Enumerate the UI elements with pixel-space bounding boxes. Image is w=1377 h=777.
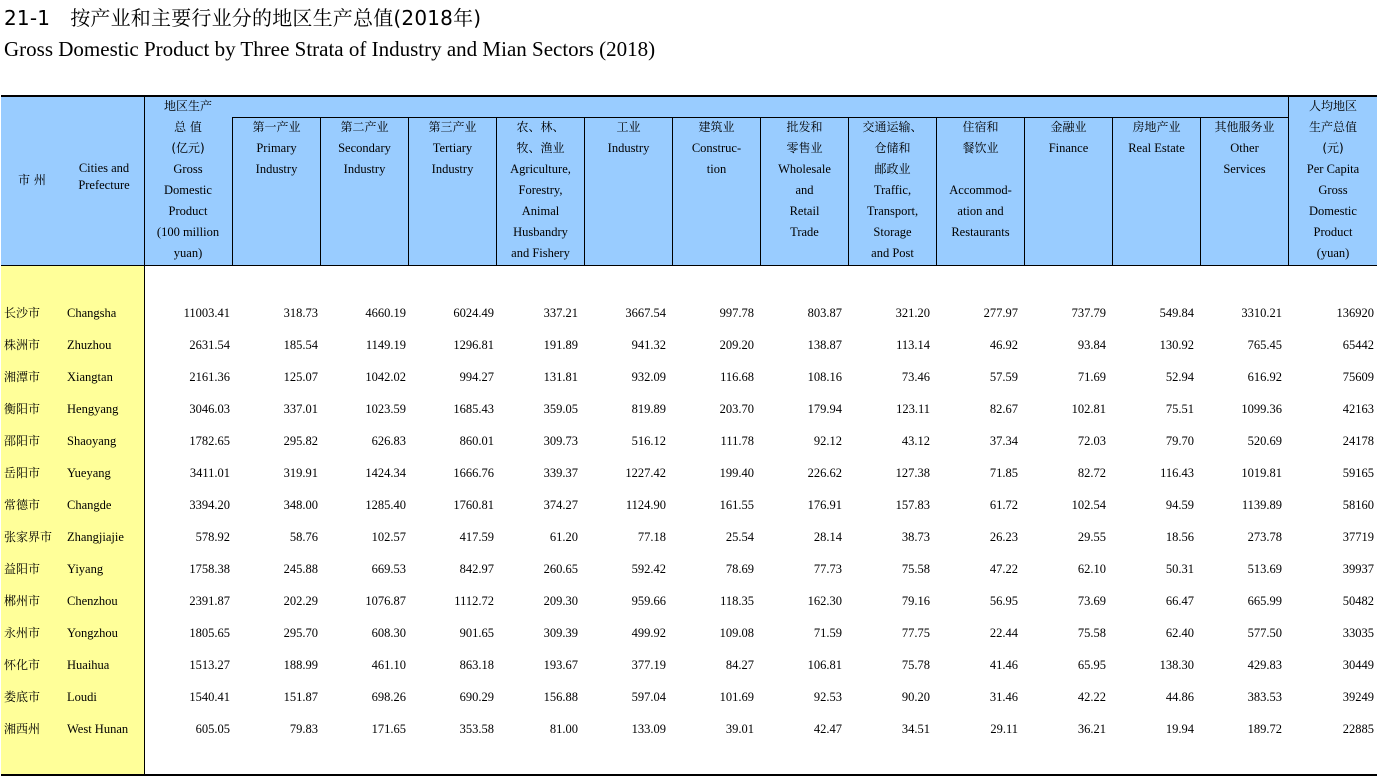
table-cell: 102.54: [1071, 498, 1106, 512]
table-cell: 65442: [1342, 338, 1374, 352]
table-cell: 4660.19: [365, 306, 406, 320]
table-cell: 29.11: [990, 722, 1018, 736]
table-cell: 1139.89: [1241, 498, 1282, 512]
table-cell: 549.84: [1159, 306, 1194, 320]
table-cell: 616.92: [1247, 370, 1282, 384]
table-cell: 765.45: [1247, 338, 1282, 352]
header-wholesale: 批发和 零售业 Wholesale and Retail Trade: [778, 120, 831, 239]
table-cell: 138.87: [807, 338, 842, 352]
city-name-cn: 衡阳市: [4, 402, 41, 416]
city-name-en: West Hunan: [67, 722, 129, 736]
city-name-cn: 怀化市: [4, 658, 41, 672]
table-cell: 461.10: [371, 658, 406, 672]
table-cell: 513.69: [1247, 562, 1282, 576]
city-name-en: Yiyang: [67, 562, 104, 576]
table-cell: 1042.02: [365, 370, 406, 384]
table-cell: 22.44: [989, 626, 1018, 640]
table-cell: 11003.41: [183, 306, 230, 320]
title-cn-text: 按产业和主要行业分的地区生产总值(2018年): [70, 6, 482, 30]
table-cell: 1285.40: [365, 498, 406, 512]
table-cell: 82.72: [1077, 466, 1106, 480]
table-cell: 116.68: [720, 370, 754, 384]
table-cell: 171.65: [371, 722, 406, 736]
table-cell: 156.88: [543, 690, 578, 704]
table-cell: 176.91: [807, 498, 842, 512]
table-cell: 516.12: [631, 434, 666, 448]
table-cell: 19.94: [1165, 722, 1194, 736]
table-cell: 245.88: [283, 562, 318, 576]
city-name-en: Chenzhou: [67, 594, 118, 608]
city-name-en: Xiangtan: [67, 370, 113, 384]
table-cell: 71.69: [1077, 370, 1106, 384]
table-cell: 108.16: [807, 370, 842, 384]
table-cell: 578.92: [195, 530, 230, 544]
table-cell: 3046.03: [189, 402, 230, 416]
table-cell: 608.30: [371, 626, 406, 640]
table-cell: 43.12: [901, 434, 930, 448]
table-cell: 1112.72: [454, 594, 494, 608]
table-cell: 59165: [1342, 466, 1374, 480]
table-cell: 79.16: [901, 594, 930, 608]
city-name-cn: 益阳市: [4, 562, 41, 576]
table-cell: 26.23: [989, 530, 1018, 544]
header-per-capita: 人均地区 生产总值 (元) Per Capita Gross Domestic Product (yuan): [1306, 99, 1360, 260]
table-cell: 277.97: [983, 306, 1018, 320]
table-cell: 626.83: [371, 434, 406, 448]
table-cell: 75609: [1342, 370, 1374, 384]
table-title-cn: [4, 2, 481, 31]
table-cell: 191.89: [543, 338, 578, 352]
table-cell: 78.69: [725, 562, 754, 576]
header-city-cn: 市 州: [18, 173, 46, 187]
table-cell: 1023.59: [365, 402, 406, 416]
table-cell: 179.94: [807, 402, 842, 416]
table-cell: 273.78: [1247, 530, 1282, 544]
header-industry: 工业 Industry: [607, 120, 650, 155]
table-cell: 318.73: [283, 306, 318, 320]
table-cell: 997.78: [719, 306, 754, 320]
table-cell: 1149.19: [365, 338, 406, 352]
table-cell: 75.58: [1077, 626, 1106, 640]
table-cell: 52.94: [1165, 370, 1194, 384]
table-cell: 151.87: [283, 690, 318, 704]
table-cell: 417.59: [459, 530, 494, 544]
table-cell: 295.82: [283, 434, 318, 448]
table-cell: 189.72: [1247, 722, 1282, 736]
header-real-estate: 房地产业 Real Estate: [1128, 120, 1185, 155]
table-cell: 2161.36: [189, 370, 230, 384]
table-cell: 1124.90: [625, 498, 666, 512]
table-row: [0, 527, 1377, 547]
header-transport: 交通运输、 仓储和 邮政业 Traffic, Transport, Storage and Post: [862, 120, 923, 260]
table-cell: 18.56: [1165, 530, 1194, 544]
table-cell: 39937: [1342, 562, 1374, 576]
table-cell: 42.47: [813, 722, 842, 736]
table-cell: 42.22: [1077, 690, 1106, 704]
table-cell: 42163: [1342, 402, 1374, 416]
table-cell: 863.18: [459, 658, 494, 672]
city-name-en: Loudi: [67, 690, 97, 704]
table-cell: 79.70: [1165, 434, 1194, 448]
table-row: [0, 431, 1377, 451]
table-cell: 62.10: [1077, 562, 1106, 576]
table-cell: 31.46: [989, 690, 1018, 704]
table-cell: 71.59: [813, 626, 842, 640]
table-cell: 1076.87: [365, 594, 406, 608]
city-name-cn: 郴州市: [4, 594, 41, 608]
header-finance: 金融业 Finance: [1048, 120, 1089, 155]
header-city-en: Cities and Prefecture: [78, 161, 130, 192]
table-cell: 3310.21: [1241, 306, 1282, 320]
table-cell: 57.59: [989, 370, 1018, 384]
table-cell: 30449: [1342, 658, 1374, 672]
table-cell: 339.37: [543, 466, 578, 480]
city-name-cn: 长沙市: [4, 306, 41, 320]
city-name-cn: 娄底市: [4, 690, 41, 704]
header-other-services: 其他服务业 Other Services: [1214, 120, 1275, 176]
table-cell: 337.21: [543, 306, 578, 320]
table-cell: 203.70: [719, 402, 754, 416]
table-row: [0, 655, 1377, 675]
table-cell: 309.39: [543, 626, 578, 640]
table-cell: 38.73: [901, 530, 930, 544]
table-cell: 123.11: [896, 402, 930, 416]
table-cell: 125.07: [283, 370, 318, 384]
table-cell: 39.01: [725, 722, 754, 736]
table-cell: 737.79: [1071, 306, 1106, 320]
table-cell: 690.29: [459, 690, 494, 704]
header-tertiary: 第三产业 Tertiary Industry: [428, 120, 477, 176]
table-cell: 61.20: [549, 530, 578, 544]
table-cell: 61.72: [989, 498, 1018, 512]
table-cell: 1782.65: [189, 434, 230, 448]
table-cell: 71.85: [989, 466, 1018, 480]
header-secondary: 第二产业 Secondary Industry: [338, 120, 391, 176]
table-cell: 41.46: [989, 658, 1018, 672]
table-cell: 359.05: [543, 402, 578, 416]
table-cell: 118.35: [720, 594, 754, 608]
table-cell: 66.47: [1165, 594, 1194, 608]
table-cell: 1099.36: [1241, 402, 1282, 416]
table-cell: 33035: [1342, 626, 1374, 640]
table-cell: 1296.81: [453, 338, 494, 352]
table-cell: 374.27: [543, 498, 578, 512]
table-cell: 65.95: [1077, 658, 1106, 672]
table-cell: 309.73: [543, 434, 578, 448]
table-cell: 429.83: [1247, 658, 1282, 672]
table-cell: 188.99: [283, 658, 318, 672]
table-cell: 84.27: [725, 658, 754, 672]
table-cell: 3394.20: [189, 498, 230, 512]
table-cell: 321.20: [895, 306, 930, 320]
table-cell: 73.69: [1077, 594, 1106, 608]
table-cell: 157.83: [895, 498, 930, 512]
table-cell: 92.12: [813, 434, 842, 448]
header-gdp: 地区生产 总 值 (亿元) Gross Domestic Product (100 million yuan): [156, 99, 220, 260]
city-name-cn: 张家界市: [4, 530, 53, 544]
table-cell: 28.14: [813, 530, 842, 544]
table-row: [0, 623, 1377, 643]
table-cell: 597.04: [631, 690, 666, 704]
table-cell: 199.40: [719, 466, 754, 480]
table-row: [0, 687, 1377, 707]
table-cell: 56.95: [989, 594, 1018, 608]
table-cell: 1513.27: [189, 658, 230, 672]
table-cell: 106.81: [807, 658, 842, 672]
table-cell: 58160: [1342, 498, 1374, 512]
table-cell: 127.38: [895, 466, 930, 480]
table-cell: 803.87: [807, 306, 842, 320]
table-cell: 77.73: [813, 562, 842, 576]
table-cell: 295.70: [283, 626, 318, 640]
table-cell: 81.00: [549, 722, 578, 736]
table-cell: 136920: [1336, 306, 1374, 320]
table-cell: 260.65: [543, 562, 578, 576]
table-cell: 1805.65: [189, 626, 230, 640]
table-cell: 592.42: [631, 562, 666, 576]
city-name-cn: 邵阳市: [4, 434, 41, 448]
table-cell: 941.32: [631, 338, 666, 352]
table-cell: 36.21: [1077, 722, 1106, 736]
table-cell: 47.22: [989, 562, 1018, 576]
table-cell: 3411.01: [189, 466, 230, 480]
table-cell: 75.51: [1165, 402, 1194, 416]
table-cell: 94.59: [1165, 498, 1194, 512]
header-construction: 建筑业 Construc- tion: [691, 120, 742, 176]
table-row: [0, 463, 1377, 483]
table-cell: 3667.54: [625, 306, 666, 320]
table-cell: 577.50: [1247, 626, 1282, 640]
city-name-cn: 永州市: [4, 626, 41, 640]
header-agriculture: 农、林、 牧、渔业 Agriculture, Forestry, Animal Husbandry and Fishery: [510, 120, 571, 260]
table-cell: 37719: [1342, 530, 1374, 544]
table-cell: 520.69: [1247, 434, 1282, 448]
table-cell: 77.18: [637, 530, 666, 544]
header-accommodation: 住宿和 餐饮业 Accommod- ation and Restaurants: [949, 120, 1012, 239]
table-cell: 6024.49: [453, 306, 494, 320]
table-row: [0, 719, 1377, 739]
table-row: [0, 367, 1377, 387]
table-cell: 901.65: [459, 626, 494, 640]
table-cell: 37.34: [989, 434, 1018, 448]
table-cell: 62.40: [1165, 626, 1194, 640]
table-cell: 959.66: [631, 594, 666, 608]
table-cell: 130.92: [1159, 338, 1194, 352]
table-cell: 383.53: [1247, 690, 1282, 704]
table-cell: 162.30: [807, 594, 842, 608]
table-cell: 82.67: [989, 402, 1018, 416]
table-cell: 353.58: [459, 722, 494, 736]
table-cell: 2391.87: [189, 594, 230, 608]
table-row: [0, 335, 1377, 355]
table-cell: 25.54: [725, 530, 754, 544]
table-cell: 50482: [1342, 594, 1374, 608]
table-cell: 34.51: [901, 722, 930, 736]
table-cell: 842.97: [459, 562, 494, 576]
city-name-en: Zhangjiajie: [67, 530, 124, 544]
table-cell: 39249: [1342, 690, 1374, 704]
table-cell: 113.14: [896, 338, 930, 352]
table-cell: 77.75: [901, 626, 930, 640]
table-cell: 819.89: [631, 402, 666, 416]
table-cell: 75.78: [901, 658, 930, 672]
table-cell: 209.20: [719, 338, 754, 352]
city-name-en: Yongzhou: [67, 626, 118, 640]
table-cell: 1685.43: [453, 402, 494, 416]
table-cell: 1540.41: [189, 690, 230, 704]
table-row: [0, 303, 1377, 323]
table-cell: 138.30: [1159, 658, 1194, 672]
table-cell: 46.92: [989, 338, 1018, 352]
table-title-en: Gross Domestic Product by Three Strata of Industry and Mian Sectors (2018): [4, 37, 656, 61]
table-cell: 29.55: [1077, 530, 1106, 544]
table-cell: 50.31: [1165, 562, 1194, 576]
table-cell: 1760.81: [453, 498, 494, 512]
table-cell: 1758.38: [189, 562, 230, 576]
table-cell: 698.26: [371, 690, 406, 704]
city-name-en: Shaoyang: [67, 434, 117, 448]
table-cell: 72.03: [1077, 434, 1106, 448]
table-cell: 605.05: [195, 722, 230, 736]
table-number: 21-1: [4, 6, 51, 30]
table-bottom-rule: [1, 774, 1377, 776]
table-cell: 226.62: [807, 466, 842, 480]
table-cell: 2631.54: [189, 338, 230, 352]
table-cell: 665.99: [1247, 594, 1282, 608]
table-cell: 131.81: [543, 370, 578, 384]
table-cell: 994.27: [459, 370, 494, 384]
table-cell: 58.76: [289, 530, 318, 544]
table-cell: 1424.34: [365, 466, 406, 480]
table-cell: 22885: [1342, 722, 1374, 736]
table-cell: 1227.42: [625, 466, 666, 480]
table-cell: 202.29: [283, 594, 318, 608]
table-row: [0, 495, 1377, 515]
table-cell: 116.43: [1160, 466, 1194, 480]
city-name-cn: 湘西州: [4, 722, 41, 736]
header-primary: 第一产业 Primary Industry: [252, 120, 301, 176]
table-cell: 1666.76: [453, 466, 494, 480]
city-name-en: Changde: [67, 498, 112, 512]
table-cell: 193.67: [543, 658, 578, 672]
table-cell: 133.09: [631, 722, 666, 736]
table-cell: 337.01: [283, 402, 318, 416]
table-cell: 79.83: [289, 722, 318, 736]
city-name-en: Hengyang: [67, 402, 119, 416]
city-name-cn: 常德市: [4, 498, 41, 512]
table-cell: 102.81: [1071, 402, 1106, 416]
table-cell: 92.53: [813, 690, 842, 704]
table-cell: 932.09: [631, 370, 666, 384]
table-cell: 101.69: [719, 690, 754, 704]
city-name-en: Zhuzhou: [67, 338, 112, 352]
city-name-en: Changsha: [67, 306, 117, 320]
city-name-cn: 湘潭市: [4, 370, 41, 384]
city-name-en: Yueyang: [67, 466, 111, 480]
table-cell: 499.92: [631, 626, 666, 640]
city-name-cn: 株洲市: [4, 338, 41, 352]
table-cell: 44.86: [1165, 690, 1194, 704]
table-cell: 669.53: [371, 562, 406, 576]
table-cell: 161.55: [719, 498, 754, 512]
table-cell: 111.78: [720, 434, 754, 448]
table-cell: 1019.81: [1241, 466, 1282, 480]
table-row: [0, 591, 1377, 611]
table-cell: 90.20: [901, 690, 930, 704]
table-cell: 348.00: [283, 498, 318, 512]
table-cell: 860.01: [459, 434, 494, 448]
city-name-en: Huaihua: [67, 658, 110, 672]
table-cell: 185.54: [283, 338, 318, 352]
table-cell: 209.30: [543, 594, 578, 608]
table-cell: 93.84: [1077, 338, 1106, 352]
table-cell: 73.46: [901, 370, 930, 384]
table-row: [0, 399, 1377, 419]
table-cell: 109.08: [719, 626, 754, 640]
table-cell: 377.19: [631, 658, 666, 672]
table-cell: 75.58: [901, 562, 930, 576]
table-row: [0, 559, 1377, 579]
city-name-cn: 岳阳市: [4, 466, 41, 480]
table-cell: 102.57: [371, 530, 406, 544]
table-cell: 319.91: [283, 466, 318, 480]
table-cell: 24178: [1342, 434, 1374, 448]
